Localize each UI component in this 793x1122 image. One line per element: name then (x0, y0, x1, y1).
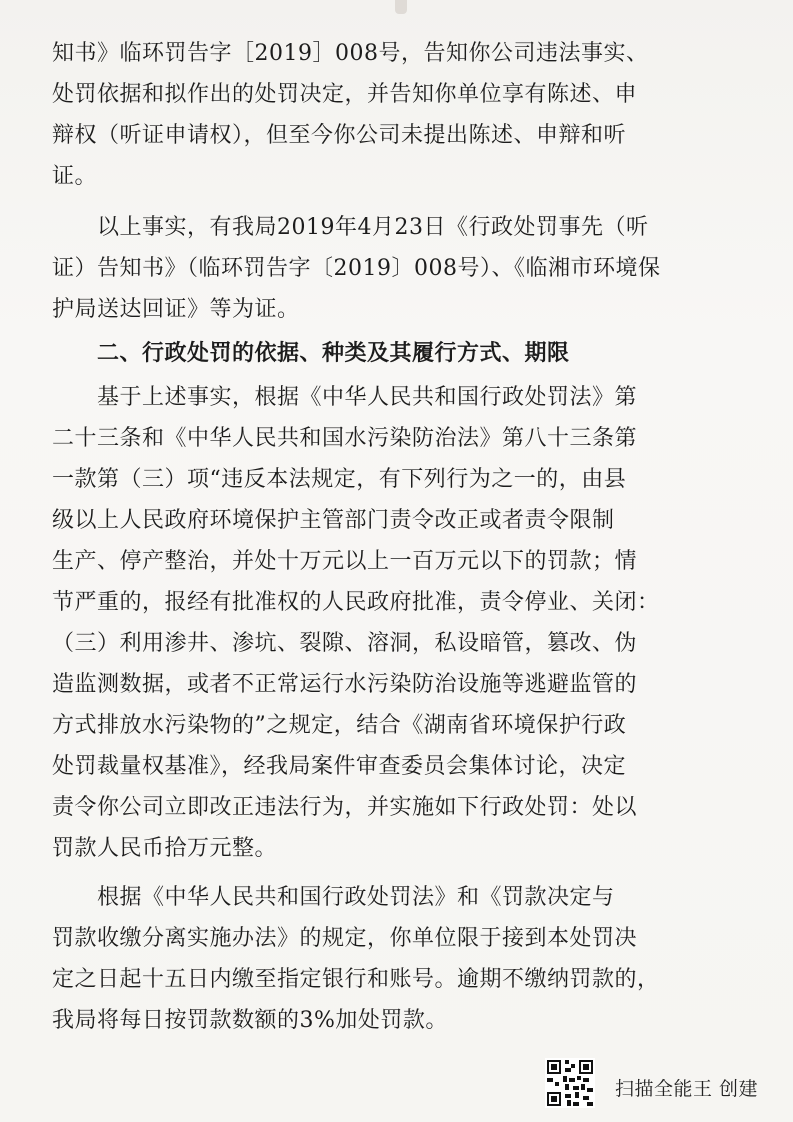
text-line: 处罚裁量权基准》，经我局案件审查委员会集体讨论，决定 (52, 754, 627, 779)
paragraph-start-line: 根据《中华人民共和国行政处罚法》和《罚款决定与 (97, 885, 615, 910)
text-line: 罚款收缴分离实施办法》的规定，你单位限于接到本处罚决 (52, 926, 638, 951)
text-line: 处罚依据和拟作出的处罚决定，并告知你单位享有陈述、申 (52, 82, 638, 107)
section-heading: 二、行政处罚的依据、种类及其履行方式、期限 (97, 341, 570, 366)
text-line: 我局将每日按罚款数额的3%加处罚款。 (52, 1008, 448, 1033)
text-line: 节严重的，报经有批准权的人民政府批准，责令停业、关闭： (52, 590, 660, 615)
scan-edge-mark (395, 0, 407, 14)
text-line: 责令你公司立即改正违法行为，并实施如下行政处罚：处以 (52, 795, 638, 820)
text-line: 生产、停产整治，并处十万元以上一百万元以下的罚款；情 (52, 549, 638, 574)
text-line: 辩权（听证申请权），但至今你公司未提出陈述、申辩和听 (52, 123, 627, 148)
text-line: 证）告知书》（临环罚告字〔2019〕008号）、《临湘市环境保 (52, 256, 661, 281)
paragraph-start-line: 基于上述事实，根据《中华人民共和国行政处罚法》第 (97, 385, 638, 410)
qr-code-icon (545, 1058, 595, 1108)
text-line: 造监测数据，或者不正常运行水污染防治设施等逃避监管的 (52, 672, 638, 697)
scanner-brand-text: 扫描全能王 创建 (615, 1078, 759, 1100)
text-line: 一款第（三）项“违反本法规定，有下列行为之一的，由县 (52, 467, 627, 492)
text-line: 护局送达回证》等为证。 (52, 297, 300, 322)
text-line: （三）利用渗井、渗坑、裂隙、溶洞，私设暗管，篡改、伪 (52, 631, 638, 656)
text-line: 证。 (52, 164, 98, 189)
paragraph-start-line: 以上事实，有我局2019年4月23日《行政处罚事先（听 (97, 215, 649, 240)
text-line: 知书》临环罚告字［2019］008号，告知你公司违法事实、 (52, 41, 649, 66)
text-line: 级以上人民政府环境保护主管部门责令改正或者责令限制 (52, 508, 615, 533)
scanner-watermark (545, 1052, 775, 1112)
text-line: 罚款人民币拾万元整。 (52, 836, 278, 861)
text-line: 定之日起十五日内缴至指定银行和账号。逾期不缴纳罚款的， (52, 967, 660, 992)
text-line: 二十三条和《中华人民共和国水污染防治法》第八十三条第 (52, 426, 638, 451)
text-line: 方式排放水污染物的”之规定，结合《湖南省环境保护行政 (52, 713, 627, 738)
